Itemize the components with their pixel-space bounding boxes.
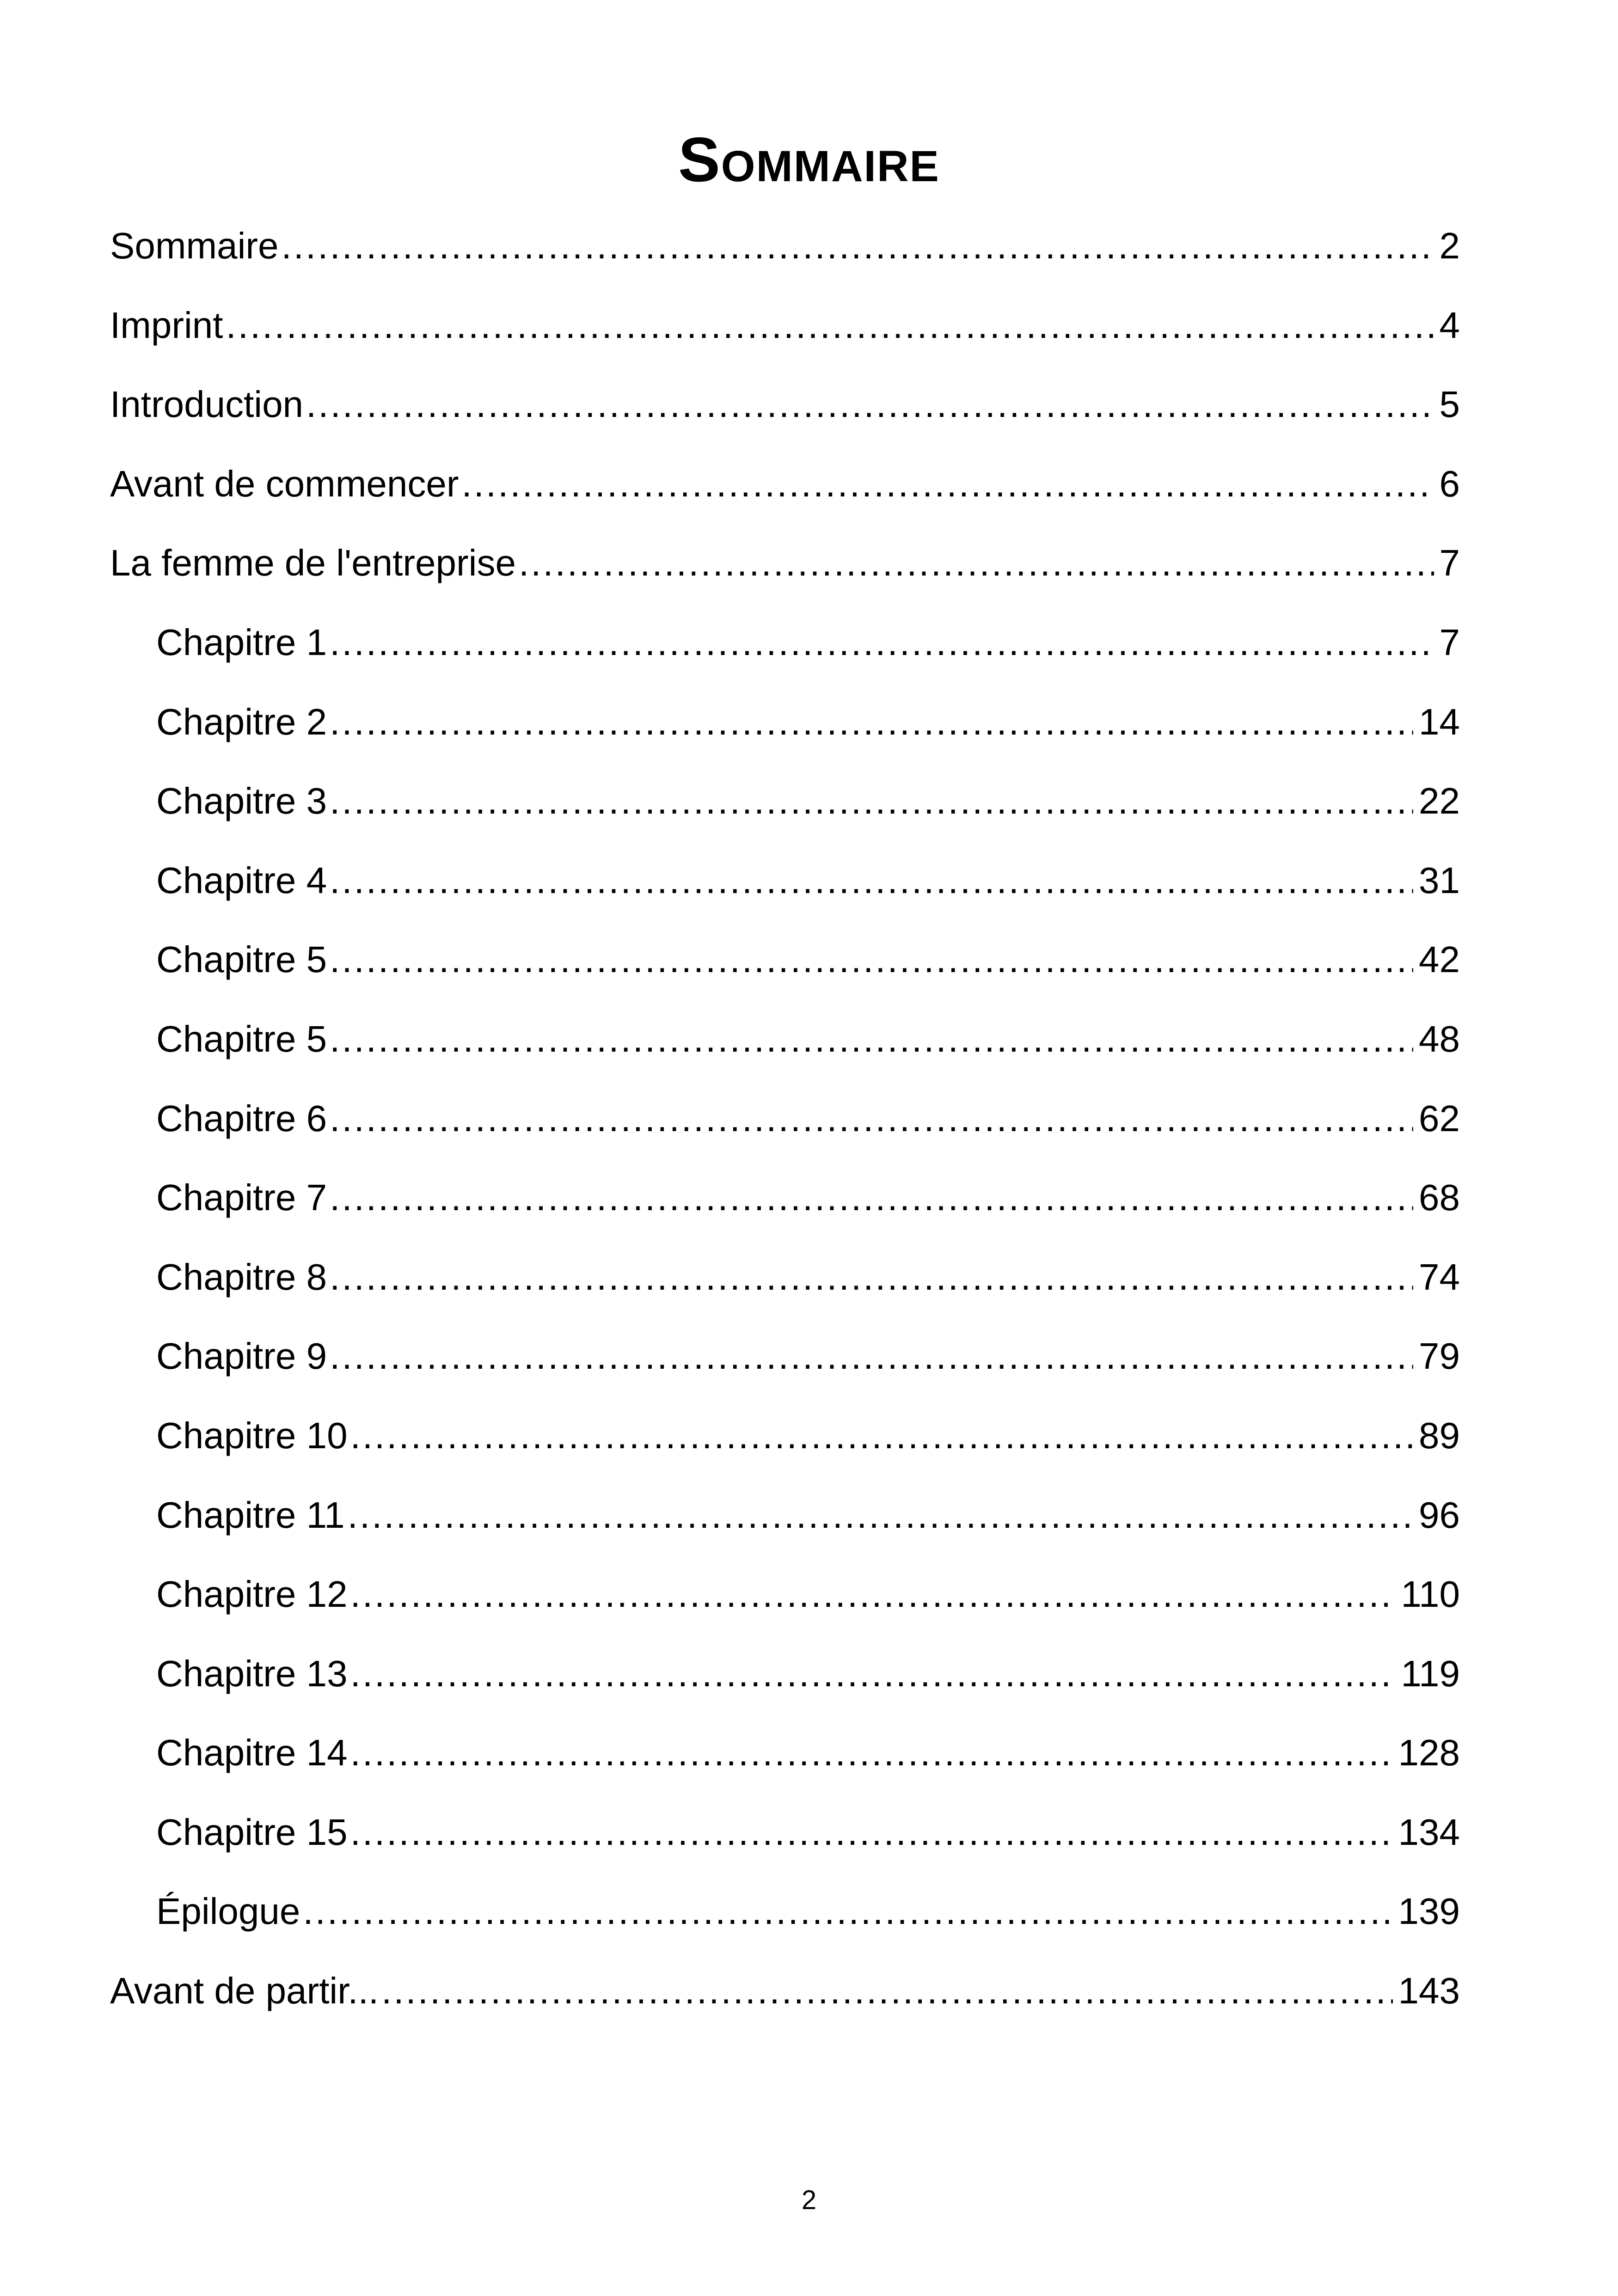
toc-entry[interactable] (110, 444, 1460, 524)
toc-dot-leader (330, 761, 1413, 841)
toc-dot-leader (330, 999, 1413, 1079)
page-title: Sommaire (678, 124, 940, 195)
toc-entry[interactable] (110, 206, 1460, 286)
toc-entry-label: Avant de commencer (110, 463, 459, 504)
toc-entry[interactable] (110, 603, 1460, 682)
toc-entry-page: 119 (1401, 1653, 1460, 1694)
toc-entry-page: 48 (1419, 1018, 1460, 1059)
toc-entry-label: La femme de l'entreprise (110, 542, 516, 584)
toc-entry[interactable] (110, 761, 1460, 841)
toc-entry[interactable] (110, 1713, 1460, 1793)
toc-dot-leader (330, 1316, 1413, 1396)
toc-dot-leader (330, 1079, 1413, 1158)
toc-entry-label: Chapitre 15 (156, 1811, 348, 1853)
toc-entry-page: 4 (1439, 304, 1460, 346)
toc-entry-label: Chapitre 5 (156, 1018, 327, 1059)
toc-entry-page: 110 (1401, 1574, 1460, 1615)
toc-dot-leader (350, 1634, 1396, 1714)
toc-dot-leader (282, 206, 1434, 286)
toc-entry-page: 7 (1439, 621, 1460, 663)
toc-dot-leader (350, 1396, 1413, 1476)
toc-entry-page: 89 (1419, 1414, 1460, 1456)
toc-entry[interactable] (110, 682, 1460, 762)
toc-entry-label: Imprint (110, 304, 223, 346)
toc-entry-page: 7 (1439, 542, 1460, 584)
toc-entry[interactable] (110, 920, 1460, 999)
toc-entry[interactable] (110, 1079, 1460, 1158)
toc-entry-page: 134 (1398, 1811, 1460, 1853)
toc-entry-page: 5 (1439, 384, 1460, 425)
toc-entry-page: 6 (1439, 463, 1460, 504)
toc-entry[interactable] (110, 286, 1460, 365)
toc-entry-label: Sommaire (110, 225, 279, 266)
toc-entry-label: Chapitre 5 (156, 939, 327, 980)
page-number: 2 (801, 2185, 817, 2215)
toc-entry-label: Épilogue (156, 1891, 300, 1932)
toc-entry-label: Chapitre 2 (156, 701, 327, 742)
toc-dot-leader (330, 1158, 1413, 1237)
toc-entry-label: Chapitre 3 (156, 780, 327, 822)
toc-entry-label: Chapitre 6 (156, 1097, 327, 1139)
toc-entry[interactable] (110, 523, 1460, 603)
table-of-contents (110, 206, 1460, 2031)
toc-entry-page: 31 (1419, 859, 1460, 901)
toc-entry[interactable] (110, 1396, 1460, 1476)
toc-entry-page: 79 (1419, 1335, 1460, 1377)
toc-dot-leader (348, 1476, 1413, 1555)
toc-dot-leader (461, 444, 1434, 524)
toc-entry[interactable] (110, 841, 1460, 920)
toc-entry-label: Chapitre 7 (156, 1177, 327, 1218)
toc-entry[interactable] (110, 1634, 1460, 1714)
toc-dot-leader (381, 1951, 1392, 2031)
toc-dot-leader (303, 1872, 1392, 1951)
toc-entry-label: Chapitre 14 (156, 1732, 348, 1774)
toc-entry[interactable] (110, 1951, 1460, 2031)
toc-dot-leader (330, 841, 1413, 920)
toc-entry-label: Chapitre 9 (156, 1335, 327, 1377)
toc-dot-leader (330, 1237, 1413, 1317)
toc-entry-label: Chapitre 4 (156, 859, 327, 901)
toc-entry-label: Chapitre 10 (156, 1414, 348, 1456)
toc-entry-page: 68 (1419, 1177, 1460, 1218)
toc-entry[interactable] (110, 365, 1460, 444)
toc-dot-leader (350, 1713, 1393, 1793)
toc-entry-page: 128 (1398, 1732, 1460, 1774)
toc-entry-label: Chapitre 8 (156, 1256, 327, 1298)
toc-entry[interactable] (110, 1555, 1460, 1634)
toc-entry[interactable] (110, 1237, 1460, 1317)
toc-dot-leader (350, 1555, 1396, 1634)
toc-entry[interactable] (110, 1316, 1460, 1396)
toc-dot-leader (330, 920, 1413, 999)
toc-dot-leader (330, 603, 1434, 682)
toc-entry-label: Chapitre 12 (156, 1574, 348, 1615)
toc-entry-page: 74 (1419, 1256, 1460, 1298)
toc-entry-page: 96 (1419, 1494, 1460, 1536)
toc-entry-page: 14 (1419, 701, 1460, 742)
toc-entry-label: Avant de partir... (110, 1970, 379, 2012)
toc-dot-leader (519, 523, 1434, 603)
toc-entry-label: Introduction (110, 384, 304, 425)
toc-entry[interactable] (110, 1476, 1460, 1555)
toc-entry-label: Chapitre 1 (156, 621, 327, 663)
toc-entry-page: 42 (1419, 939, 1460, 980)
toc-dot-leader (306, 365, 1434, 444)
toc-entry[interactable] (110, 1872, 1460, 1951)
toc-entry[interactable] (110, 1158, 1460, 1237)
toc-entry-label: Chapitre 11 (156, 1494, 345, 1536)
toc-entry-page: 2 (1439, 225, 1460, 266)
toc-entry-page: 62 (1419, 1097, 1460, 1139)
toc-dot-leader (350, 1793, 1393, 1872)
toc-dot-leader (330, 682, 1413, 762)
toc-entry-page: 22 (1419, 780, 1460, 822)
toc-entry-label: Chapitre 13 (156, 1653, 348, 1694)
toc-entry-page: 139 (1398, 1891, 1460, 1932)
toc-entry[interactable] (110, 999, 1460, 1079)
toc-entry-page: 143 (1398, 1970, 1460, 2012)
toc-entry[interactable] (110, 1793, 1460, 1872)
toc-dot-leader (226, 286, 1434, 365)
